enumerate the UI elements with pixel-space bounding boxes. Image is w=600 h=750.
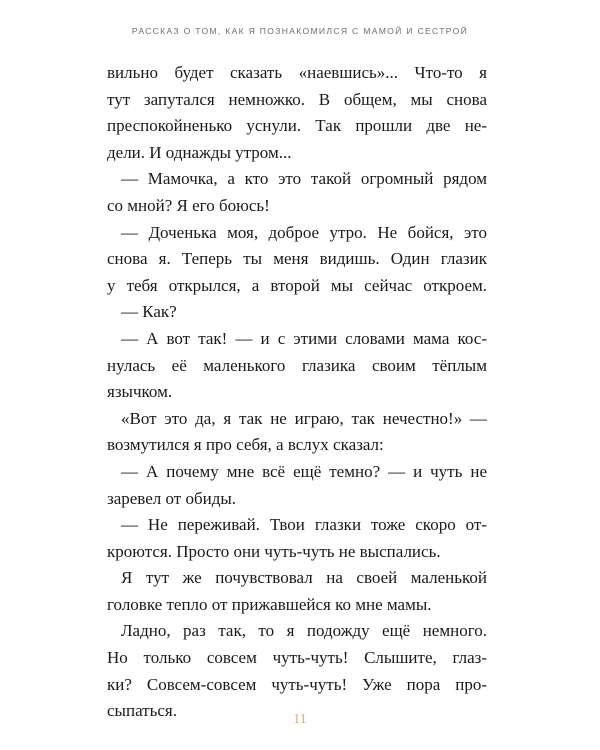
text-line: кроются. Просто они чуть-чуть не выспались. xyxy=(107,541,441,561)
page-number: 11 xyxy=(293,712,307,727)
text-line: «Вот это да, я так не играю, так нечестно!» — xyxy=(121,408,487,428)
text-line: сыпаться. xyxy=(107,701,177,721)
text-line: возмутился я про себя, а вслух сказал: xyxy=(107,435,384,455)
page-body xyxy=(107,60,487,725)
text-line: — Как? xyxy=(121,302,177,322)
text-line: дели. И однажды утром... xyxy=(107,142,292,162)
text-line: язычком. xyxy=(107,382,173,402)
text-line: нулась её маленького глазика своим тёплым xyxy=(107,355,487,375)
text-line: Ладно, раз так, то я подожду ещё немного. xyxy=(121,621,487,641)
text-line: — А почему мне всё ещё темно? — и чуть не xyxy=(121,461,487,481)
text-line: заревел от обиды. xyxy=(107,488,237,508)
text-line: — А вот так! — и с этими словами мама кос- xyxy=(121,328,487,348)
text-line: — Доченька моя, доброе утро. Не бойся, это xyxy=(121,222,487,242)
text-line: снова я. Теперь ты меня видишь. Один глазик xyxy=(107,249,487,269)
text-line: вильно будет сказать «наевшись»... Что-то я xyxy=(107,63,487,82)
text-line: Я тут же почувствовал на своей маленькой xyxy=(121,568,487,588)
text-line: со мной? Я его боюсь! xyxy=(107,195,270,215)
text-line: — Не переживай. Твои глазки тоже скоро от- xyxy=(121,515,487,535)
running-head: РАССКАЗ О ТОМ, КАК Я ПОЗНАКОМИЛСЯ С МАМОЙ И СЕСТРОЙ xyxy=(131,26,469,36)
text-line: ки? Совсем-совсем чуть-чуть! Уже пора про- xyxy=(107,674,487,694)
text-line: у тебя открылся, а второй мы сейчас откроем. xyxy=(107,275,487,295)
text-line: преспокойненько уснули. Так прошли две не- xyxy=(107,116,487,136)
text-line: тут запутался немножко. В общем, мы снова xyxy=(107,89,487,109)
text-line: Но только совсем чуть-чуть! Слышите, глаз- xyxy=(107,648,487,668)
text-line: — Мамочка, а кто это такой огромный рядом xyxy=(121,169,487,189)
text-line: головке тепло от прижавшейся ко мне мамы. xyxy=(107,594,432,614)
